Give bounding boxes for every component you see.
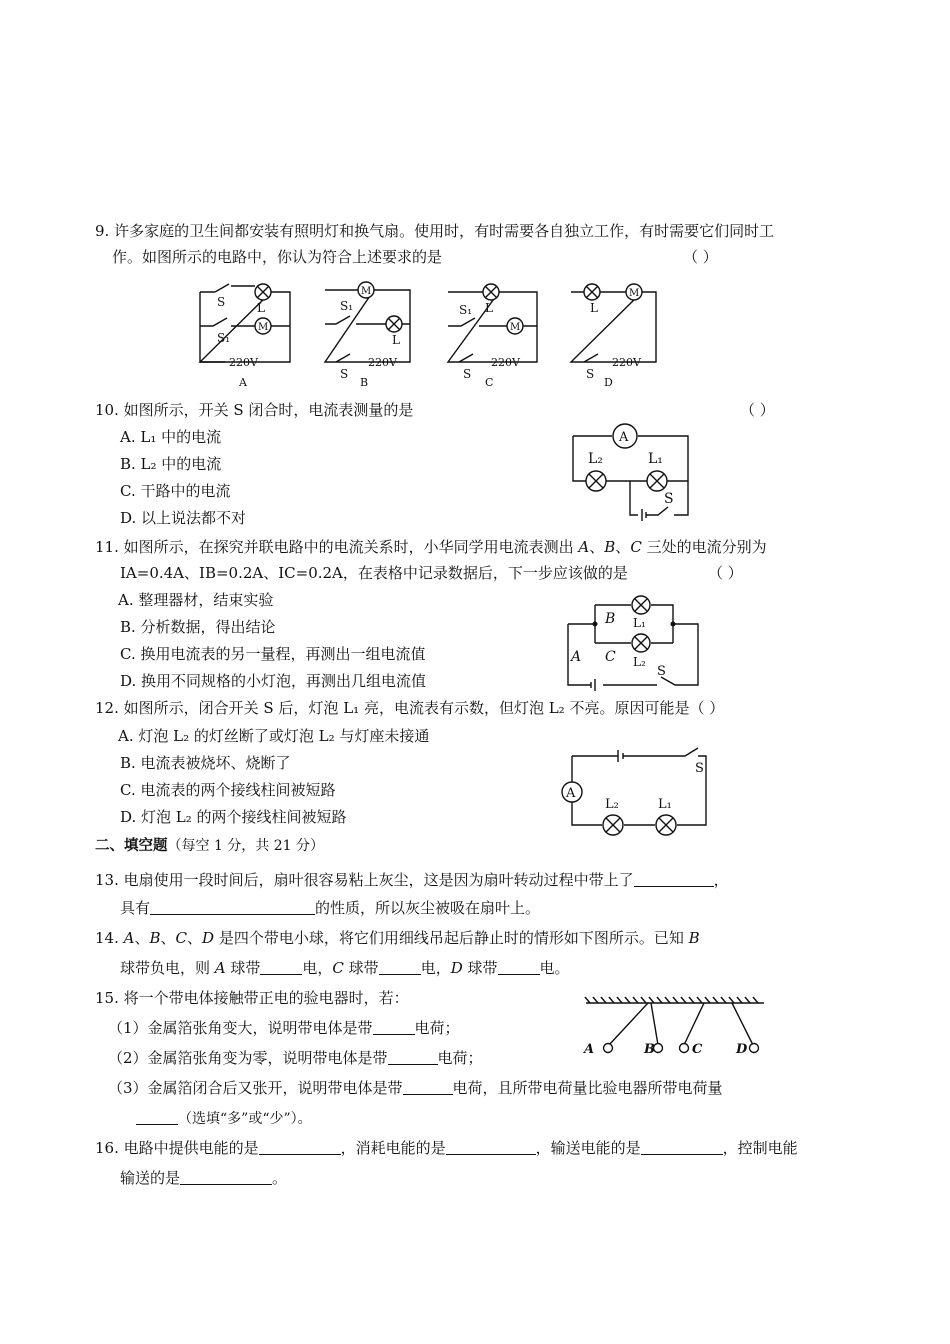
q12-option-c: C. 电流表的两个接线柱间被短路 xyxy=(120,781,336,799)
q14-charged-balls-figure xyxy=(580,995,770,1065)
q15-blank-3[interactable] xyxy=(403,1080,453,1095)
q9-circuit-d xyxy=(568,280,668,390)
section-2-title: 二、填空题 xyxy=(95,838,168,854)
svg-text:M: M xyxy=(361,286,372,297)
ball-c xyxy=(680,1044,689,1053)
svg-text:L₂: L₂ xyxy=(588,451,603,467)
q10-circuit xyxy=(568,423,698,523)
q15-part3-cont: （选填“多”或“少”）。 xyxy=(136,1108,312,1129)
ball-d xyxy=(750,1044,759,1053)
q16-blank-4[interactable] xyxy=(180,1170,272,1185)
q14-blank-a[interactable] xyxy=(260,960,302,975)
svg-text:220V: 220V xyxy=(229,356,258,369)
svg-text:D: D xyxy=(736,1042,748,1057)
svg-text:L: L xyxy=(485,301,493,315)
svg-text:S₁: S₁ xyxy=(459,303,473,317)
svg-text:A: A xyxy=(619,430,629,445)
svg-text:A: A xyxy=(584,1042,595,1057)
svg-text:S: S xyxy=(695,761,704,776)
svg-text:S: S xyxy=(217,295,226,309)
svg-text:B: B xyxy=(360,376,369,389)
q15-part3: （3）金属箔闭合后又张开，说明带电体是带 电荷，且所带电荷量比验电器所带电荷量 xyxy=(108,1079,723,1097)
svg-text:S: S xyxy=(463,367,472,381)
q9-stem-line1: 9. 许多家庭的卫生间都安装有照明灯和换气扇。使用时，有时需要各自独立工作，有时需要它们同时工 xyxy=(95,222,775,240)
svg-text:M: M xyxy=(258,322,269,333)
q12-circuit xyxy=(560,742,710,832)
q11-stem-line1: 11. 如图所示，在探究并联电路中的电流关系时，小华同学用电流表测出 A、B、C 三处的电流分别为 xyxy=(95,538,767,556)
svg-text:B: B xyxy=(644,1042,655,1057)
q14-blank-d[interactable] xyxy=(498,960,540,975)
q15-stem: 15. 将一个带电体接触带正电的验电器时，若： xyxy=(95,989,409,1007)
svg-text:220V: 220V xyxy=(612,356,641,369)
svg-text:A: A xyxy=(566,786,576,801)
q11-option-c: C. 换用电流表的另一量程，再测出一组电流值 xyxy=(120,645,426,663)
svg-text:D: D xyxy=(604,376,613,389)
svg-text:220V: 220V xyxy=(491,356,520,369)
q10-option-d: D. 以上说法都不对 xyxy=(120,509,247,527)
svg-text:C: C xyxy=(692,1042,703,1057)
svg-text:M: M xyxy=(629,288,640,299)
q9-circuit-c xyxy=(445,280,545,390)
q14-line1: 14. A、B、C、D 是四个带电小球，将它们用细线吊起后静止时的情形如下图所示。已知 B xyxy=(95,929,700,947)
section-2-heading xyxy=(95,835,324,856)
svg-text:220V: 220V xyxy=(368,356,397,369)
q11-circuit xyxy=(565,595,705,695)
section-2-note: （每空 1 分，共 21 分） xyxy=(167,838,325,854)
svg-text:S: S xyxy=(657,664,666,679)
svg-text:A: A xyxy=(239,376,247,389)
q10-answer-paren: （ ） xyxy=(740,401,775,419)
q16-blank-2[interactable] xyxy=(446,1140,536,1155)
q13-blank-1[interactable] xyxy=(634,872,714,887)
svg-text:L₂: L₂ xyxy=(633,655,646,669)
svg-text:L: L xyxy=(392,333,400,347)
q12-option-d: D. 灯泡 L₂ 的两个接线柱间被短路 xyxy=(120,808,347,826)
svg-text:L: L xyxy=(257,301,265,315)
q11-answer-paren: （ ） xyxy=(708,564,743,582)
svg-text:S: S xyxy=(586,367,595,381)
q16-line1: 16. 电路中提供电能的是 ，消耗电能的是 ，输送电能的是 ，控制电能 xyxy=(95,1139,798,1157)
q13-line1: 13. 电扇使用一段时间后，扇叶很容易粘上灰尘，这是因为扇叶转动过程中带上了 ， xyxy=(95,871,729,889)
svg-text:C: C xyxy=(485,376,494,389)
svg-text:S₁: S₁ xyxy=(217,331,231,345)
svg-text:L₁: L₁ xyxy=(633,616,646,630)
q13-line2: 具有 的性质，所以灰尘被吸在扇叶上。 xyxy=(120,899,541,917)
svg-text:S: S xyxy=(664,491,674,507)
q11-option-b: B. 分析数据，得出结论 xyxy=(120,618,276,636)
q12-stem: 12. 如图所示，闭合开关 S 后，灯泡 L₁ 亮，电流表有示数，但灯泡 L₂ 不亮。原因可能是（ ） xyxy=(95,699,725,717)
q11-stem-line2: IA=0.4A、IB=0.2A、IC=0.2A，在表格中记录数据后，下一步应该做的是 xyxy=(120,564,628,582)
svg-text:S: S xyxy=(340,367,349,381)
q9-answer-paren: （ ） xyxy=(683,248,718,266)
svg-text:M: M xyxy=(510,322,521,333)
q16-blank-3[interactable] xyxy=(641,1140,723,1155)
q12-option-a: A. 灯泡 L₂ 的灯丝断了或灯泡 L₂ 与灯座未接通 xyxy=(118,727,430,745)
q10-option-b: B. L₂ 中的电流 xyxy=(120,455,222,473)
q14-line2: 球带负电，则 A 球带 电，C 球带 电，D 球带 电。 xyxy=(120,959,570,977)
q14-blank-c[interactable] xyxy=(379,960,421,975)
svg-text:L₁: L₁ xyxy=(648,451,663,467)
q15-part2: （2）金属箔张角变为零，说明带电体是带 电荷； xyxy=(108,1049,483,1067)
q15-blank-4[interactable] xyxy=(136,1110,178,1125)
svg-text:L₂: L₂ xyxy=(605,797,619,812)
q10-option-c: C. 干路中的电流 xyxy=(120,482,231,500)
q10-option-a: A. L₁ 中的电流 xyxy=(120,428,222,446)
q16-line2: 输送的是 。 xyxy=(120,1169,288,1187)
q11-option-d: D. 换用不同规格的小灯泡，再测出几组电流值 xyxy=(120,672,427,690)
svg-text:L₁: L₁ xyxy=(658,797,672,812)
q15-blank-1[interactable] xyxy=(373,1020,415,1035)
ball-a xyxy=(604,1044,613,1053)
svg-text:L: L xyxy=(590,301,598,315)
q10-stem: 10. 如图所示，开关 S 闭合时，电流表测量的是 xyxy=(95,401,414,419)
q16-blank-1[interactable] xyxy=(259,1140,341,1155)
svg-text:C: C xyxy=(605,649,616,665)
q9-stem-line2: 作。如图所示的电路中，你认为符合上述要求的是 xyxy=(112,248,443,266)
q13-blank-2[interactable] xyxy=(150,900,315,915)
svg-text:S₁: S₁ xyxy=(340,299,354,313)
q9-circuit-b xyxy=(322,280,422,390)
q15-part1: （1）金属箔张角变大，说明带电体是带 电荷； xyxy=(108,1019,460,1037)
q11-option-a: A. 整理器材，结束实验 xyxy=(118,591,274,609)
svg-text:B: B xyxy=(605,611,616,627)
q12-option-b: B. 电流表被烧坏、烧断了 xyxy=(120,754,291,772)
q9-circuit-a xyxy=(195,280,295,390)
svg-text:A: A xyxy=(571,649,582,665)
q15-blank-2[interactable] xyxy=(388,1050,438,1065)
